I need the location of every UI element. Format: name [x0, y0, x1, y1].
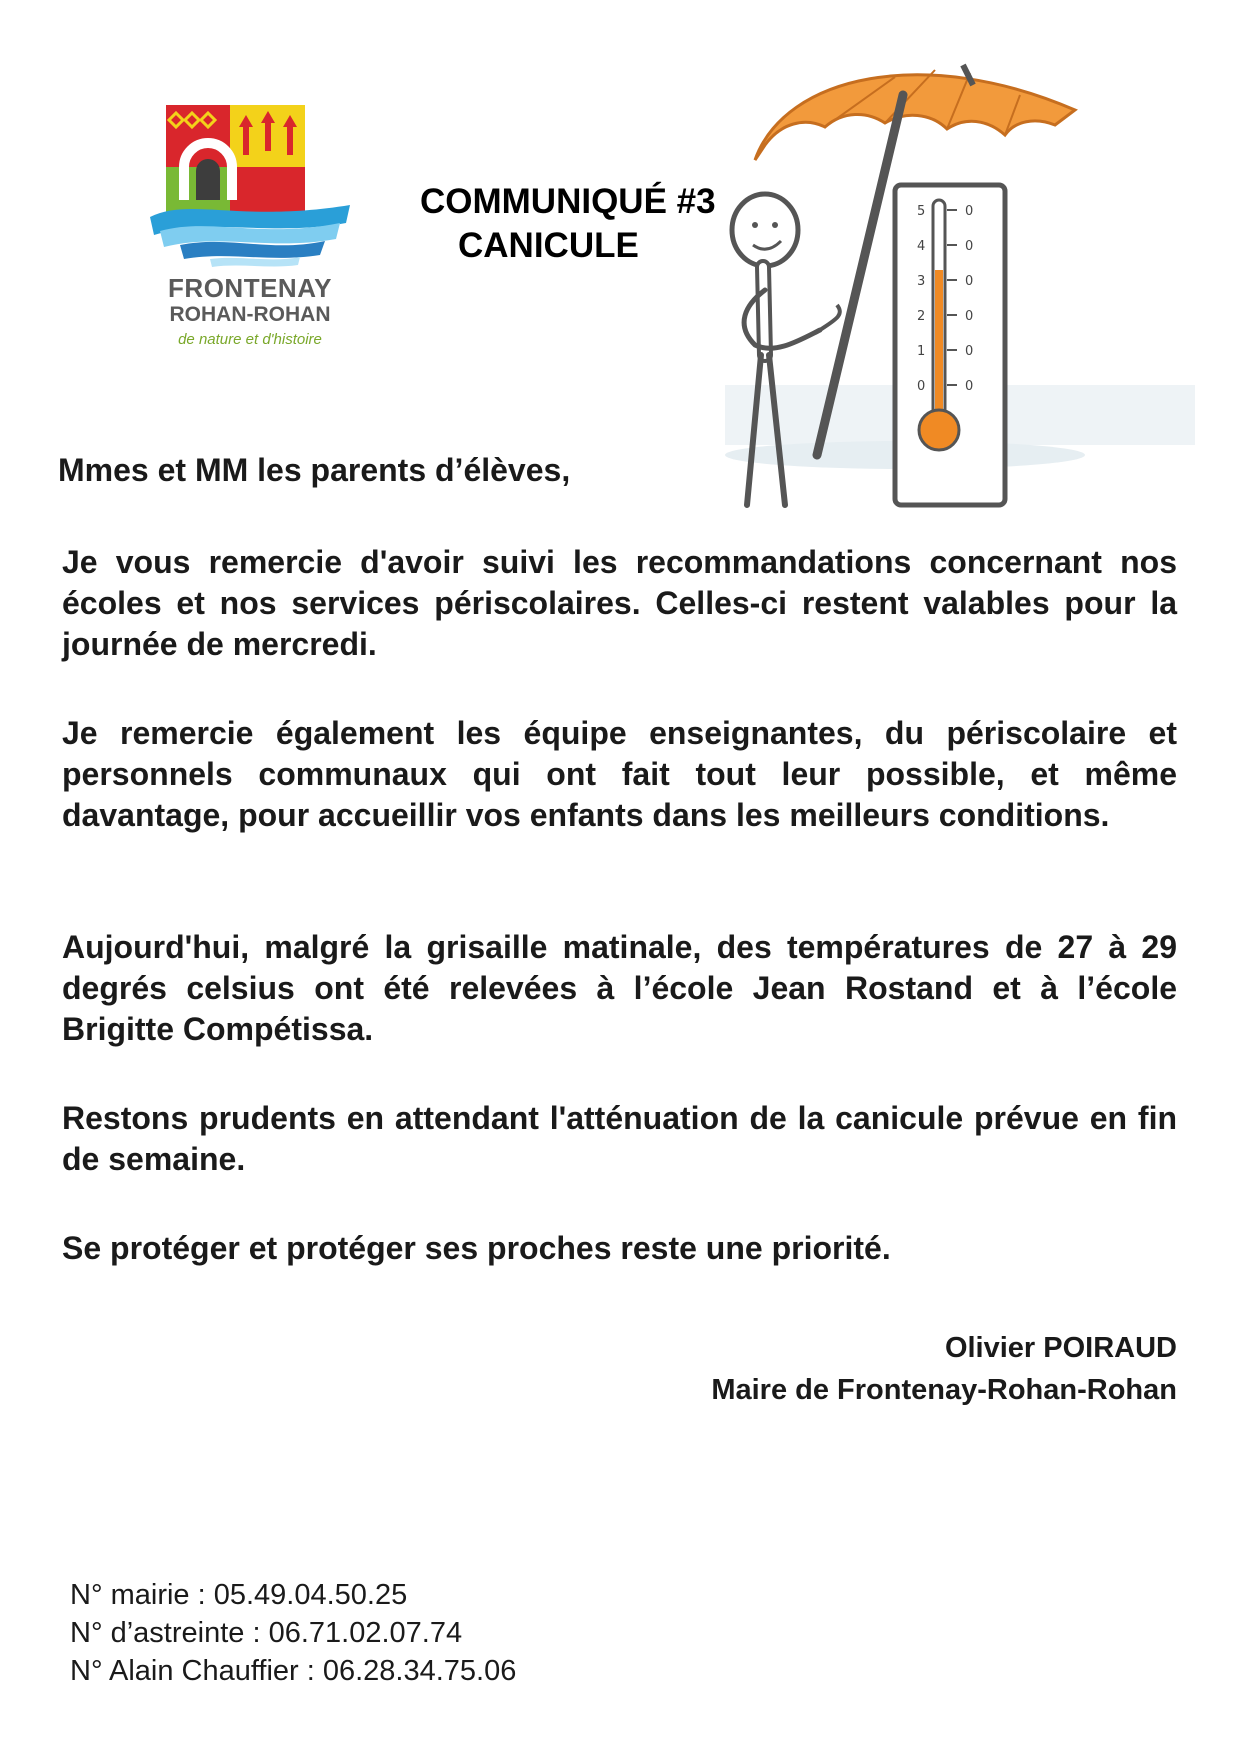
scale-left-4: 1 [917, 344, 926, 359]
scale-left-3: 2 [917, 309, 926, 324]
scale-left-5: 0 [917, 379, 926, 394]
paragraph-3: Aujourd'hui, malgré la grisaille matinale, des températures de 27 à 29 degrés celsius ont été relevées à l’école Jean Rostand et à l’école Brigitte Compétissa. [62, 929, 1177, 1047]
contact-numbers [70, 1576, 516, 1690]
title-line-2: CANICULE [458, 226, 639, 265]
scale-right-3: 0 [965, 309, 974, 324]
scale-right-5: 0 [965, 379, 974, 394]
scale-right-4: 0 [965, 344, 974, 359]
stickman-umbrella-thermometer-icon [725, 55, 1195, 525]
scale-right-2: 0 [965, 274, 974, 289]
scale-right-1: 0 [965, 239, 974, 254]
paragraph-2: Je remercie également les équipe enseignantes, du périscolaire et personnels communaux qui ont fait tout leur possible, et même davantage, pour accueillir vos enfants dans les meilleurs conditions. [62, 715, 1177, 833]
contact-astreinte: N° d’astreinte : 06.71.02.07.74 [70, 1617, 463, 1649]
scale-left-1: 4 [917, 239, 926, 254]
logo-name-line1: FRONTENAY [168, 273, 332, 303]
paragraph-4: Restons prudents en attendant l'atténuation de la canicule prévue en fin de semaine. [62, 1100, 1177, 1177]
paragraph-1: Je vous remercie d'avoir suivi les recommandations concernant nos écoles et nos services périscolaires. Celles-ci restent valables pour la journée de mercredi. [62, 544, 1177, 662]
contact-mairie: N° mairie : 05.49.04.50.25 [70, 1579, 408, 1611]
scale-left-0: 5 [917, 204, 926, 219]
logo-tagline: de nature et d'histoire [178, 331, 322, 348]
greeting: Mmes et MM les parents d’élèves, [58, 452, 571, 488]
signatory-name: Olivier POIRAUD [944, 1332, 1177, 1364]
signature-block [711, 1327, 1177, 1411]
heatwave-illustration [725, 55, 1195, 525]
logo-name-line2: ROHAN-ROHAN [169, 303, 331, 326]
signatory-role: Maire de Frontenay-Rohan-Rohan [711, 1374, 1177, 1406]
municipal-logo [150, 105, 350, 360]
paragraph-5: Se protéger et protéger ses proches reste une priorité. [62, 1230, 891, 1266]
scale-left-2: 3 [917, 274, 926, 289]
title-line-1: COMMUNIQUÉ #3 [420, 182, 716, 221]
contact-alain-chauffier: N° Alain Chauffier : 06.28.34.75.06 [70, 1655, 517, 1687]
scale-right-0: 0 [965, 204, 974, 219]
coat-of-arms-icon [150, 105, 350, 270]
